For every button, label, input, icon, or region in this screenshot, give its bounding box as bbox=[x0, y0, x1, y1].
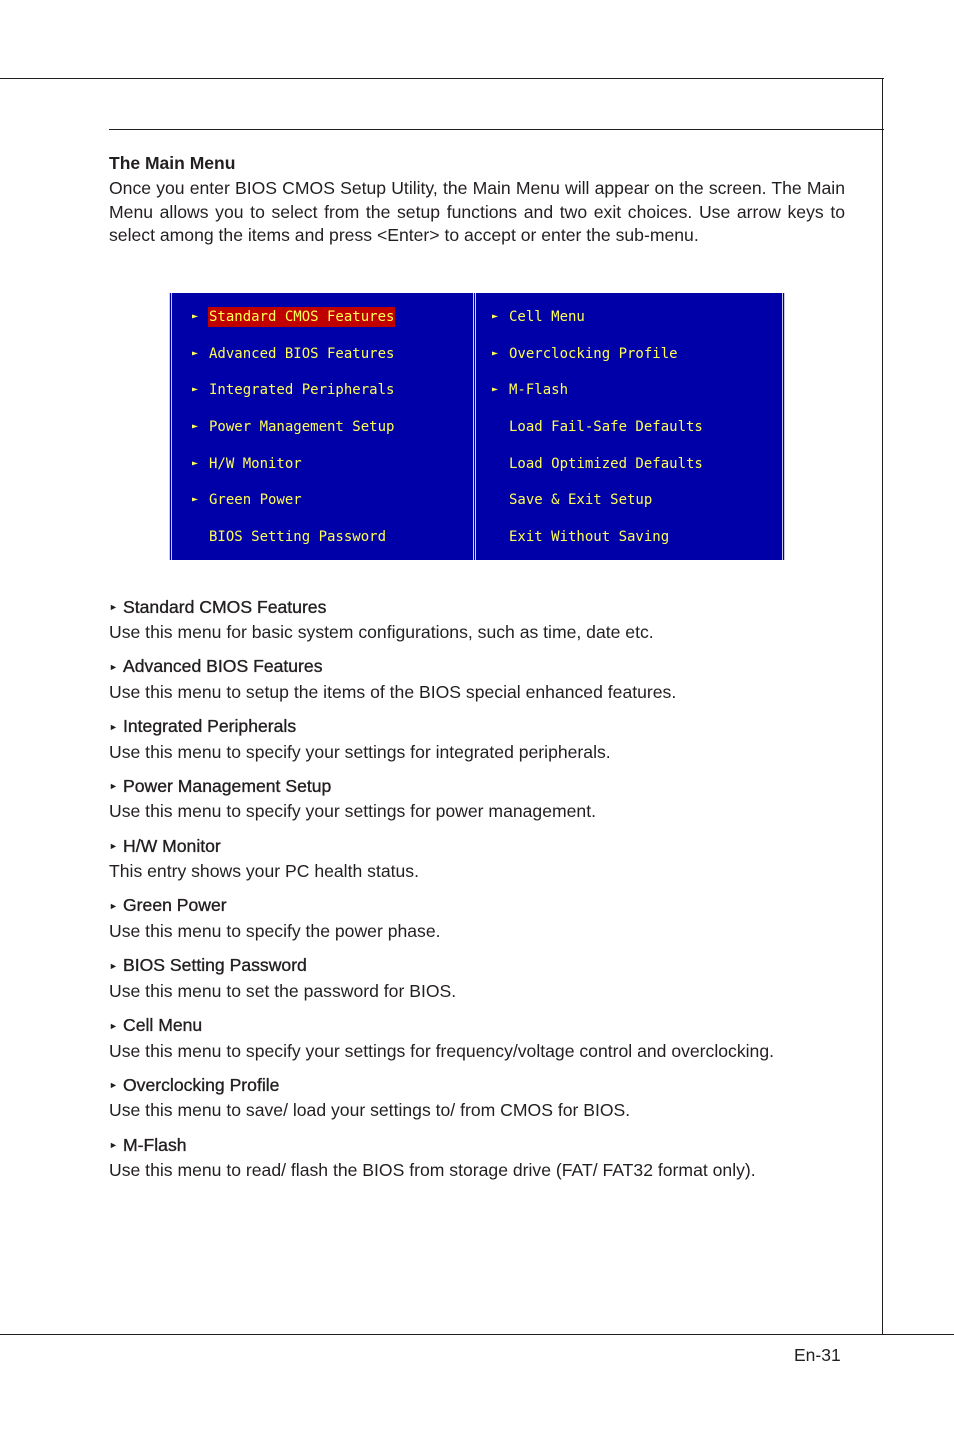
bios-item-advanced-bios-features[interactable]: ► Advanced BIOS Features bbox=[192, 345, 395, 362]
entry-title: ► M-Flash bbox=[109, 1134, 187, 1155]
arrow-right-icon: ► bbox=[492, 384, 499, 396]
arrow-right-icon: ► bbox=[492, 347, 499, 359]
entry-power-management-setup bbox=[109, 774, 869, 834]
entry-integrated-peripherals bbox=[109, 715, 869, 775]
bios-item-integrated-peripherals[interactable]: ► Integrated Peripherals bbox=[192, 382, 395, 399]
entry-title: ► BIOS Setting Password bbox=[109, 955, 307, 976]
entry-hw-monitor bbox=[109, 834, 869, 894]
entry-advanced-bios-features bbox=[109, 655, 869, 715]
margin-rule bbox=[882, 78, 883, 1335]
header-rule bbox=[0, 78, 884, 79]
entry-title: ► H/W Monitor bbox=[109, 835, 221, 856]
bios-right-column bbox=[492, 307, 704, 564]
bios-item-save-exit-setup[interactable]: Save & Exit Setup bbox=[509, 492, 653, 509]
triangle-right-icon: ► bbox=[109, 1080, 118, 1091]
triangle-right-icon: ► bbox=[109, 721, 118, 732]
bios-item-load-fail-safe-defaults[interactable]: Load Fail-Safe Defaults bbox=[509, 419, 703, 436]
entry-title: ► Power Management Setup bbox=[109, 775, 332, 796]
page-number: En-31 bbox=[794, 1345, 841, 1365]
entry-description: Use this menu to save/ load your settings to/ from CMOS for BIOS. bbox=[109, 1100, 631, 1121]
bios-item-cell-menu[interactable]: ► Cell Menu bbox=[492, 309, 585, 325]
entry-title: ► Standard CMOS Features bbox=[109, 596, 327, 617]
arrow-right-icon: ► bbox=[192, 457, 199, 469]
arrow-right-icon: ► bbox=[192, 347, 199, 359]
entry-description: Use this menu to specify your settings for integrated peripherals. bbox=[109, 741, 611, 762]
triangle-right-icon: ► bbox=[109, 900, 118, 911]
section-rule bbox=[109, 129, 884, 130]
bios-column-divider bbox=[473, 293, 476, 560]
triangle-right-icon: ► bbox=[109, 661, 118, 672]
entry-cell-menu bbox=[109, 1014, 869, 1074]
entry-title: ► Green Power bbox=[109, 895, 227, 916]
entry-description: Use this menu to specify your settings for frequency/voltage control and overclocking. bbox=[109, 1040, 774, 1061]
entry-green-power bbox=[109, 894, 869, 954]
bios-item-m-flash[interactable]: ► M-Flash bbox=[492, 382, 569, 399]
bios-item-power-management-setup[interactable]: ► Power Management Setup bbox=[192, 419, 395, 436]
triangle-right-icon: ► bbox=[109, 781, 118, 792]
bios-left-column bbox=[192, 307, 395, 564]
arrow-right-icon: ► bbox=[192, 421, 199, 433]
bios-item-standard-cmos-features[interactable]: ► Standard CMOS Features bbox=[192, 309, 395, 325]
footer-rule bbox=[0, 1334, 954, 1335]
bios-item-load-optimized-defaults[interactable]: Load Optimized Defaults bbox=[509, 455, 703, 472]
entry-description: Use this menu to set the password for BIOS. bbox=[109, 980, 457, 1001]
bios-item-bios-setting-password[interactable]: BIOS Setting Password bbox=[209, 529, 387, 546]
entry-standard-cmos-features bbox=[109, 595, 869, 655]
entry-description: Use this menu to read/ flash the BIOS from storage drive (FAT/ FAT32 format only). bbox=[109, 1160, 756, 1181]
entry-title: ► Integrated Peripherals bbox=[109, 716, 297, 737]
triangle-right-icon: ► bbox=[109, 602, 118, 612]
entry-description: Use this menu to setup the items of the BIOS special enhanced features. bbox=[109, 681, 677, 702]
bios-item-hw-monitor[interactable]: ► H/W Monitor bbox=[192, 455, 302, 472]
bios-item-exit-without-saving[interactable]: Exit Without Saving bbox=[509, 529, 670, 546]
arrow-right-icon: ► bbox=[192, 494, 199, 506]
bios-main-menu-screenshot bbox=[169, 293, 785, 560]
triangle-right-icon: ► bbox=[109, 841, 118, 852]
entry-overclocking-profile bbox=[109, 1073, 869, 1133]
arrow-right-icon: ► bbox=[192, 311, 199, 322]
entry-description: This entry shows your PC health status. bbox=[109, 861, 419, 882]
bios-item-overclocking-profile[interactable]: ► Overclocking Profile bbox=[492, 345, 678, 362]
entry-title: ► Advanced BIOS Features bbox=[109, 656, 323, 677]
triangle-right-icon: ► bbox=[109, 1140, 118, 1151]
entry-description: Use this menu to specify the power phase. bbox=[109, 920, 441, 941]
menu-descriptions bbox=[109, 595, 869, 1193]
arrow-right-icon: ► bbox=[192, 384, 199, 396]
section-heading: The Main Menu bbox=[109, 153, 236, 173]
entry-title: ► Cell Menu bbox=[109, 1015, 203, 1036]
entry-description: Use this menu to specify your settings for power management. bbox=[109, 801, 596, 822]
arrow-right-icon: ► bbox=[492, 311, 499, 322]
bios-item-green-power[interactable]: ► Green Power bbox=[192, 492, 302, 509]
entry-m-flash bbox=[109, 1133, 869, 1193]
entry-bios-setting-password bbox=[109, 954, 869, 1014]
triangle-right-icon: ► bbox=[109, 960, 118, 971]
entry-title: ► Overclocking Profile bbox=[109, 1074, 280, 1095]
intro-paragraph: Once you enter BIOS CMOS Setup Utility, the Main Menu will appear on the screen. The Main Menu allows you to select from the setup functions and two exit choices. Use arrow keys to select among the items and press <Enter> to accept or enter the sub-menu. bbox=[109, 178, 845, 245]
triangle-right-icon: ► bbox=[109, 1020, 118, 1031]
entry-description: Use this menu for basic system configurations, such as time, date etc. bbox=[109, 622, 654, 642]
